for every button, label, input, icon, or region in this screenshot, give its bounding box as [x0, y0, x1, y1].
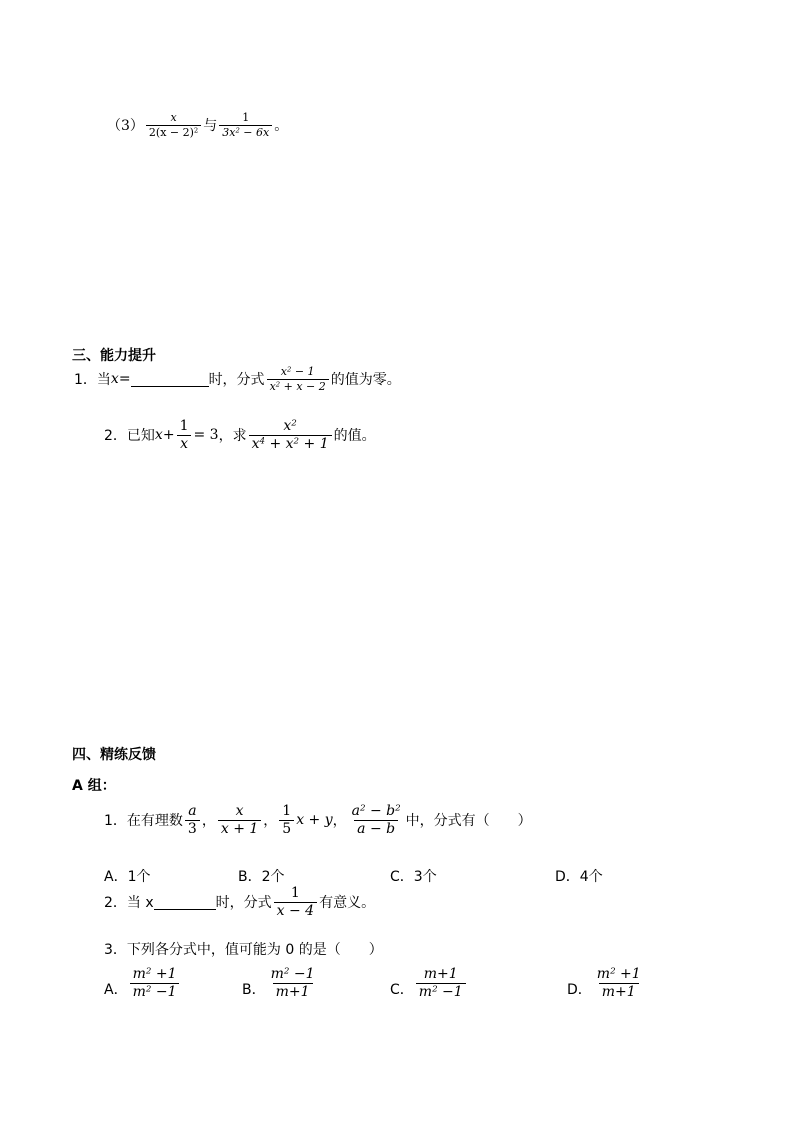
equals-sign: =: [118, 371, 131, 388]
fraction-numerator: m+1: [423, 966, 458, 982]
q1-option-c[interactable]: C．3个: [390, 869, 437, 885]
fraction-denominator: $x^4 + x^2 + 1$: [249, 435, 332, 452]
fraction-denominator: $2(x - 2)^2$: [146, 125, 201, 139]
fraction-denominator: $3x^2 - 6x$: [219, 125, 272, 139]
q1-option-d[interactable]: D．4个: [555, 869, 603, 885]
question-prefix: 1．当: [74, 372, 111, 389]
section4-question-3: 3．下列各分式中，值可能为 0 的是（ ）: [104, 942, 383, 958]
q1-fraction: [267, 366, 329, 392]
question-suffix: 中，分式有（ ）: [405, 813, 532, 830]
section4-question-2: [104, 886, 375, 918]
fraction-numerator: x: [235, 803, 244, 819]
fraction-x-over-x-plus-1: [218, 804, 261, 836]
fraction-denominator: $m^2 -1$: [130, 983, 180, 1000]
option-fraction: [594, 967, 644, 999]
part3-label: （3）: [107, 118, 144, 135]
variable-x: x: [154, 427, 163, 444]
fraction-denominator: $x^2 + x - 2$: [267, 379, 329, 393]
option-letter: B．: [242, 982, 266, 999]
question-suffix: 的值为零。: [330, 372, 401, 389]
question-suffix: 的值。: [333, 428, 376, 445]
fraction-numerator: x: [170, 111, 177, 124]
section3-question-1: [74, 366, 401, 392]
option-letter: C．: [390, 982, 414, 999]
question-prefix: 2．已知: [104, 428, 155, 445]
fraction-a-over-3: [185, 804, 200, 836]
option-letter: A．: [104, 982, 128, 999]
fraction-numerator: $m^2 -1$: [270, 966, 315, 982]
one-over-x-fraction: [177, 419, 192, 451]
fraction-numerator: a: [188, 803, 197, 819]
fraction-numerator: 1: [282, 803, 292, 819]
section3-question-2: [104, 419, 376, 451]
q3-option-d[interactable]: [567, 967, 646, 999]
fraction-denominator: a − b: [354, 820, 398, 837]
part3-connector: 与: [203, 118, 218, 135]
question-mid: ，求: [218, 428, 247, 445]
part3-fraction-1: [146, 112, 201, 138]
fraction-denominator: $m^2 -1$: [416, 983, 466, 1000]
separator: ，: [201, 813, 216, 830]
question-mid: 时，分式: [215, 895, 272, 912]
part3-line: [107, 112, 288, 138]
target-fraction: [249, 419, 332, 451]
plus-sign: +: [162, 427, 175, 444]
option-fraction: [130, 967, 180, 999]
option-fraction: [416, 967, 466, 999]
fraction-numerator: $m^2 +1$: [596, 966, 641, 982]
fraction-numerator: $x^2 - 1$: [280, 365, 315, 378]
section-4-heading: 四、精练反馈: [72, 747, 156, 763]
q1-option-a[interactable]: A．1个: [104, 869, 151, 885]
question-mid: 时，分式: [208, 372, 265, 389]
question-prefix: 1．在有理数: [104, 813, 183, 830]
fraction-numerator: 1: [242, 111, 250, 124]
part3-end: 。: [274, 118, 289, 135]
question-suffix: 有意义。: [319, 895, 376, 912]
separator: ，: [332, 813, 347, 830]
fraction-numerator: $m^2 +1$: [132, 966, 177, 982]
fraction-numerator: 1: [179, 418, 189, 434]
fraction-one-fifth: [279, 804, 294, 836]
part3-fraction-2: [219, 112, 272, 138]
q3-option-c[interactable]: [390, 967, 468, 999]
option-fraction: [268, 967, 318, 999]
fraction-numerator: $a^2 - b^2$: [351, 803, 401, 819]
variable-x: x: [110, 371, 119, 388]
answer-blank[interactable]: [154, 895, 216, 910]
q3-option-a[interactable]: [104, 967, 181, 999]
section4-question-1: [104, 804, 532, 836]
separator: ，: [263, 813, 278, 830]
fraction-denominator: m+1: [273, 983, 313, 1000]
expression-tail: x + y: [296, 812, 333, 829]
fraction-denominator: x + 1: [218, 820, 261, 837]
q1-option-b[interactable]: B．2个: [238, 869, 285, 885]
fraction-denominator: m+1: [599, 983, 639, 1000]
fraction-denominator: 3: [185, 820, 200, 837]
fraction-one-over-x-minus-4: [274, 886, 317, 918]
equals-three: = 3: [193, 427, 219, 444]
group-a-label: A 组：: [72, 778, 116, 794]
question-prefix: 2．当 x: [104, 895, 154, 912]
fraction-denominator: x − 4: [274, 902, 317, 919]
fraction-denominator: x: [177, 435, 191, 452]
answer-blank[interactable]: [131, 372, 209, 387]
fraction-numerator: 1: [290, 885, 300, 901]
fraction-denominator: 5: [279, 820, 294, 837]
section-3-heading: 三、能力提升: [72, 348, 156, 364]
option-letter: D．: [567, 982, 592, 999]
q3-option-b[interactable]: [242, 967, 320, 999]
fraction-difference-of-squares: [349, 804, 404, 836]
fraction-numerator: $x^2$: [283, 418, 297, 434]
